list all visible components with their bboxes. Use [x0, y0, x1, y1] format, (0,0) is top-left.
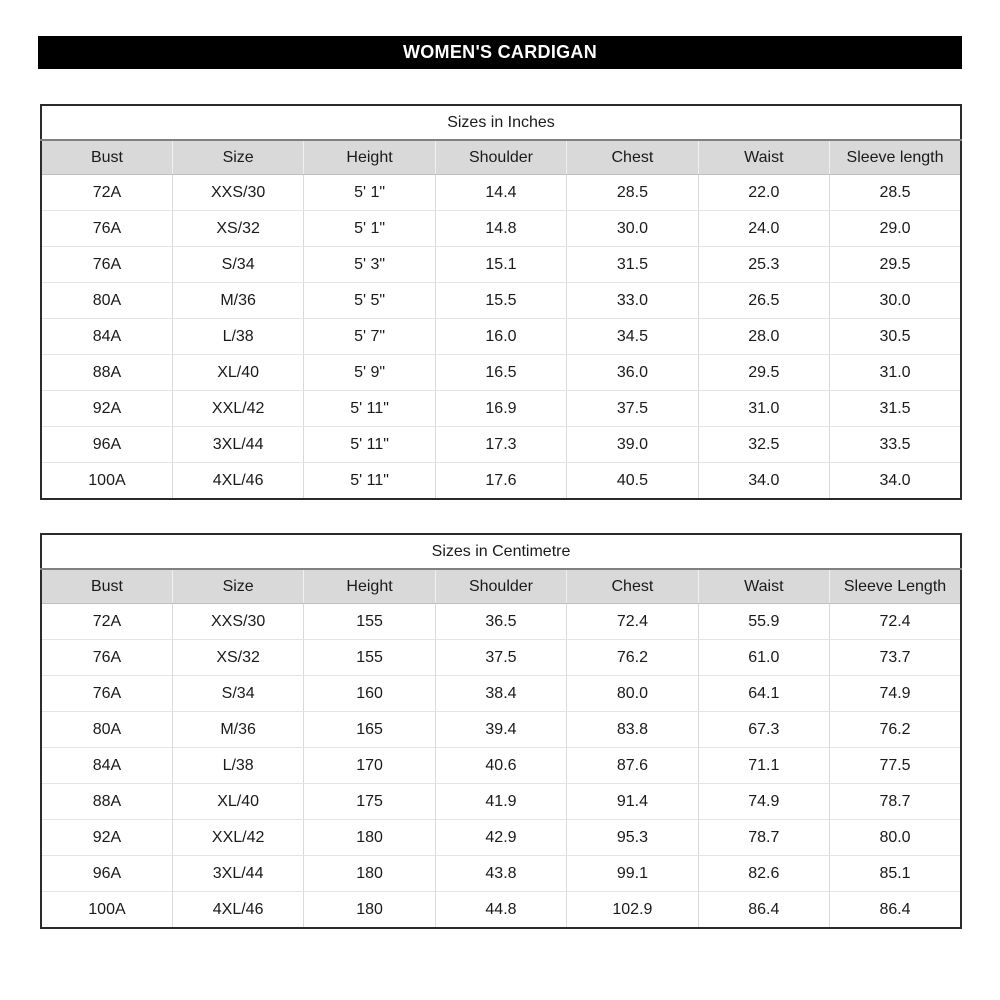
table-cell: 30.0: [830, 283, 961, 319]
table-cell: 29.5: [698, 355, 829, 391]
table-cell: 28.0: [698, 319, 829, 355]
table-row: [41, 319, 961, 355]
table-cell: XXL/42: [172, 391, 303, 427]
table-cell: 175: [304, 784, 435, 820]
table-cell: 76A: [41, 676, 172, 712]
table-cell: 40.6: [435, 748, 566, 784]
table-cell: L/38: [172, 748, 303, 784]
table-cell: 83.8: [567, 712, 698, 748]
table-row: [41, 640, 961, 676]
table-cell: 3XL/44: [172, 856, 303, 892]
column-header-row: [41, 569, 961, 604]
table-cell: L/38: [172, 319, 303, 355]
table-cell: 25.3: [698, 247, 829, 283]
table-row: [41, 856, 961, 892]
table-cell: 34.0: [698, 463, 829, 500]
table-cell: 14.8: [435, 211, 566, 247]
table-row: [41, 784, 961, 820]
table-cell: 86.4: [830, 892, 961, 929]
table-cell: 28.5: [567, 175, 698, 211]
table-cell: 16.9: [435, 391, 566, 427]
table-cell: 78.7: [698, 820, 829, 856]
table-cell: 31.5: [830, 391, 961, 427]
table-cell: 26.5: [698, 283, 829, 319]
table-cell: 3XL/44: [172, 427, 303, 463]
table-row: [41, 820, 961, 856]
table-cell: 85.1: [830, 856, 961, 892]
sizes-in-centimetre-table: [40, 533, 962, 929]
table-cell: 5' 1": [304, 175, 435, 211]
table-cell: 4XL/46: [172, 463, 303, 500]
table-cell: 31.0: [830, 355, 961, 391]
table-cell: 84A: [41, 748, 172, 784]
table-row: [41, 175, 961, 211]
table-cell: 5' 7": [304, 319, 435, 355]
table-cell: 165: [304, 712, 435, 748]
table-cell: 170: [304, 748, 435, 784]
table-cell: 33.0: [567, 283, 698, 319]
table-cell: M/36: [172, 712, 303, 748]
table-cell: 37.5: [567, 391, 698, 427]
table-row: [41, 892, 961, 929]
table-cell: 44.8: [435, 892, 566, 929]
table-cell: 96A: [41, 427, 172, 463]
table-row: [41, 391, 961, 427]
table-row: [41, 712, 961, 748]
table-cell: 5' 1": [304, 211, 435, 247]
table-cell: 71.1: [698, 748, 829, 784]
table-cell: 87.6: [567, 748, 698, 784]
table-cell: 82.6: [698, 856, 829, 892]
table-cell: 16.0: [435, 319, 566, 355]
table-cell: 34.0: [830, 463, 961, 500]
table-cell: 96A: [41, 856, 172, 892]
table-cell: 88A: [41, 355, 172, 391]
table-cell: 92A: [41, 391, 172, 427]
table-cell: 72A: [41, 175, 172, 211]
table-cell: S/34: [172, 247, 303, 283]
table-cell: 80.0: [830, 820, 961, 856]
table-cell: 37.5: [435, 640, 566, 676]
table-cell: 5' 9": [304, 355, 435, 391]
table-cell: 40.5: [567, 463, 698, 500]
table-cell: 4XL/46: [172, 892, 303, 929]
table-cell: XXS/30: [172, 604, 303, 640]
table-cell: 41.9: [435, 784, 566, 820]
column-header: Sleeve length: [830, 140, 961, 175]
table-body: [41, 175, 961, 500]
table-cell: 180: [304, 820, 435, 856]
table-cell: 100A: [41, 463, 172, 500]
table-cell: 84A: [41, 319, 172, 355]
column-header: Chest: [567, 140, 698, 175]
table-title-row: [41, 105, 961, 140]
table-row: [41, 427, 961, 463]
table-cell: 76A: [41, 211, 172, 247]
table-cell: 74.9: [830, 676, 961, 712]
column-header: Waist: [698, 569, 829, 604]
table-cell: S/34: [172, 676, 303, 712]
table-cell: 78.7: [830, 784, 961, 820]
table-cell: XS/32: [172, 640, 303, 676]
table-cell: 39.4: [435, 712, 566, 748]
table-cell: 38.4: [435, 676, 566, 712]
table-cell: 155: [304, 640, 435, 676]
table-cell: 72.4: [567, 604, 698, 640]
table-cell: 80A: [41, 712, 172, 748]
column-header-row: [41, 140, 961, 175]
table-cell: 64.1: [698, 676, 829, 712]
table-cell: 5' 11": [304, 391, 435, 427]
page-title: WOMEN'S CARDIGAN: [402, 42, 598, 62]
table-cell: 180: [304, 856, 435, 892]
column-header: Size: [172, 140, 303, 175]
table-cell: 102.9: [567, 892, 698, 929]
table-row: [41, 355, 961, 391]
table-cell: 43.8: [435, 856, 566, 892]
table-cell: 15.5: [435, 283, 566, 319]
table-cell: 14.4: [435, 175, 566, 211]
table-cell: 91.4: [567, 784, 698, 820]
table-cell: 16.5: [435, 355, 566, 391]
table-cell: 29.0: [830, 211, 961, 247]
table-cell: XXL/42: [172, 820, 303, 856]
table-row: [41, 211, 961, 247]
table-cell: 180: [304, 892, 435, 929]
table-cell: 5' 3": [304, 247, 435, 283]
column-header: Bust: [41, 569, 172, 604]
table-cell: 76A: [41, 247, 172, 283]
sizes-in-inches-table: [40, 104, 962, 500]
column-header: Size: [172, 569, 303, 604]
table-cell: 155: [304, 604, 435, 640]
table-cell: 55.9: [698, 604, 829, 640]
table-cell: 5' 5": [304, 283, 435, 319]
table-cell: 88A: [41, 784, 172, 820]
table-title: Sizes in Inches: [41, 105, 961, 140]
table-cell: 99.1: [567, 856, 698, 892]
table-row: [41, 283, 961, 319]
table-cell: 95.3: [567, 820, 698, 856]
table-cell: 76A: [41, 640, 172, 676]
table-cell: 80.0: [567, 676, 698, 712]
table-cell: 73.7: [830, 640, 961, 676]
table-cell: 17.3: [435, 427, 566, 463]
page-title-bar: [38, 36, 962, 69]
column-header: Shoulder: [435, 140, 566, 175]
table-cell: 36.0: [567, 355, 698, 391]
column-header: Bust: [41, 140, 172, 175]
table-cell: 80A: [41, 283, 172, 319]
table-cell: M/36: [172, 283, 303, 319]
table-cell: XL/40: [172, 784, 303, 820]
table-row: [41, 247, 961, 283]
table-cell: 77.5: [830, 748, 961, 784]
table-cell: 36.5: [435, 604, 566, 640]
table-cell: 74.9: [698, 784, 829, 820]
table-cell: XS/32: [172, 211, 303, 247]
table-cell: 24.0: [698, 211, 829, 247]
table-title: Sizes in Centimetre: [41, 534, 961, 569]
table-cell: 22.0: [698, 175, 829, 211]
column-header: Chest: [567, 569, 698, 604]
column-header: Shoulder: [435, 569, 566, 604]
table-cell: XXS/30: [172, 175, 303, 211]
table-cell: 33.5: [830, 427, 961, 463]
table-cell: 32.5: [698, 427, 829, 463]
table-cell: 42.9: [435, 820, 566, 856]
table-cell: 72.4: [830, 604, 961, 640]
table-cell: 15.1: [435, 247, 566, 283]
table-cell: 72A: [41, 604, 172, 640]
table-cell: 76.2: [830, 712, 961, 748]
column-header: Height: [304, 140, 435, 175]
table-cell: 17.6: [435, 463, 566, 500]
table-cell: 39.0: [567, 427, 698, 463]
table-cell: 28.5: [830, 175, 961, 211]
table-cell: XL/40: [172, 355, 303, 391]
column-header: Sleeve Length: [830, 569, 961, 604]
table-cell: 67.3: [698, 712, 829, 748]
table-row: [41, 463, 961, 500]
table-cell: 30.0: [567, 211, 698, 247]
table-row: [41, 676, 961, 712]
table-body: [41, 604, 961, 929]
table-cell: 29.5: [830, 247, 961, 283]
table-cell: 31.0: [698, 391, 829, 427]
column-header: Waist: [698, 140, 829, 175]
table-row: [41, 748, 961, 784]
table-cell: 92A: [41, 820, 172, 856]
table-cell: 100A: [41, 892, 172, 929]
table-cell: 5' 11": [304, 427, 435, 463]
table-cell: 76.2: [567, 640, 698, 676]
table-cell: 31.5: [567, 247, 698, 283]
column-header: Height: [304, 569, 435, 604]
table-cell: 61.0: [698, 640, 829, 676]
table-cell: 86.4: [698, 892, 829, 929]
table-row: [41, 604, 961, 640]
table-cell: 34.5: [567, 319, 698, 355]
table-title-row: [41, 534, 961, 569]
table-cell: 5' 11": [304, 463, 435, 500]
table-cell: 160: [304, 676, 435, 712]
table-cell: 30.5: [830, 319, 961, 355]
